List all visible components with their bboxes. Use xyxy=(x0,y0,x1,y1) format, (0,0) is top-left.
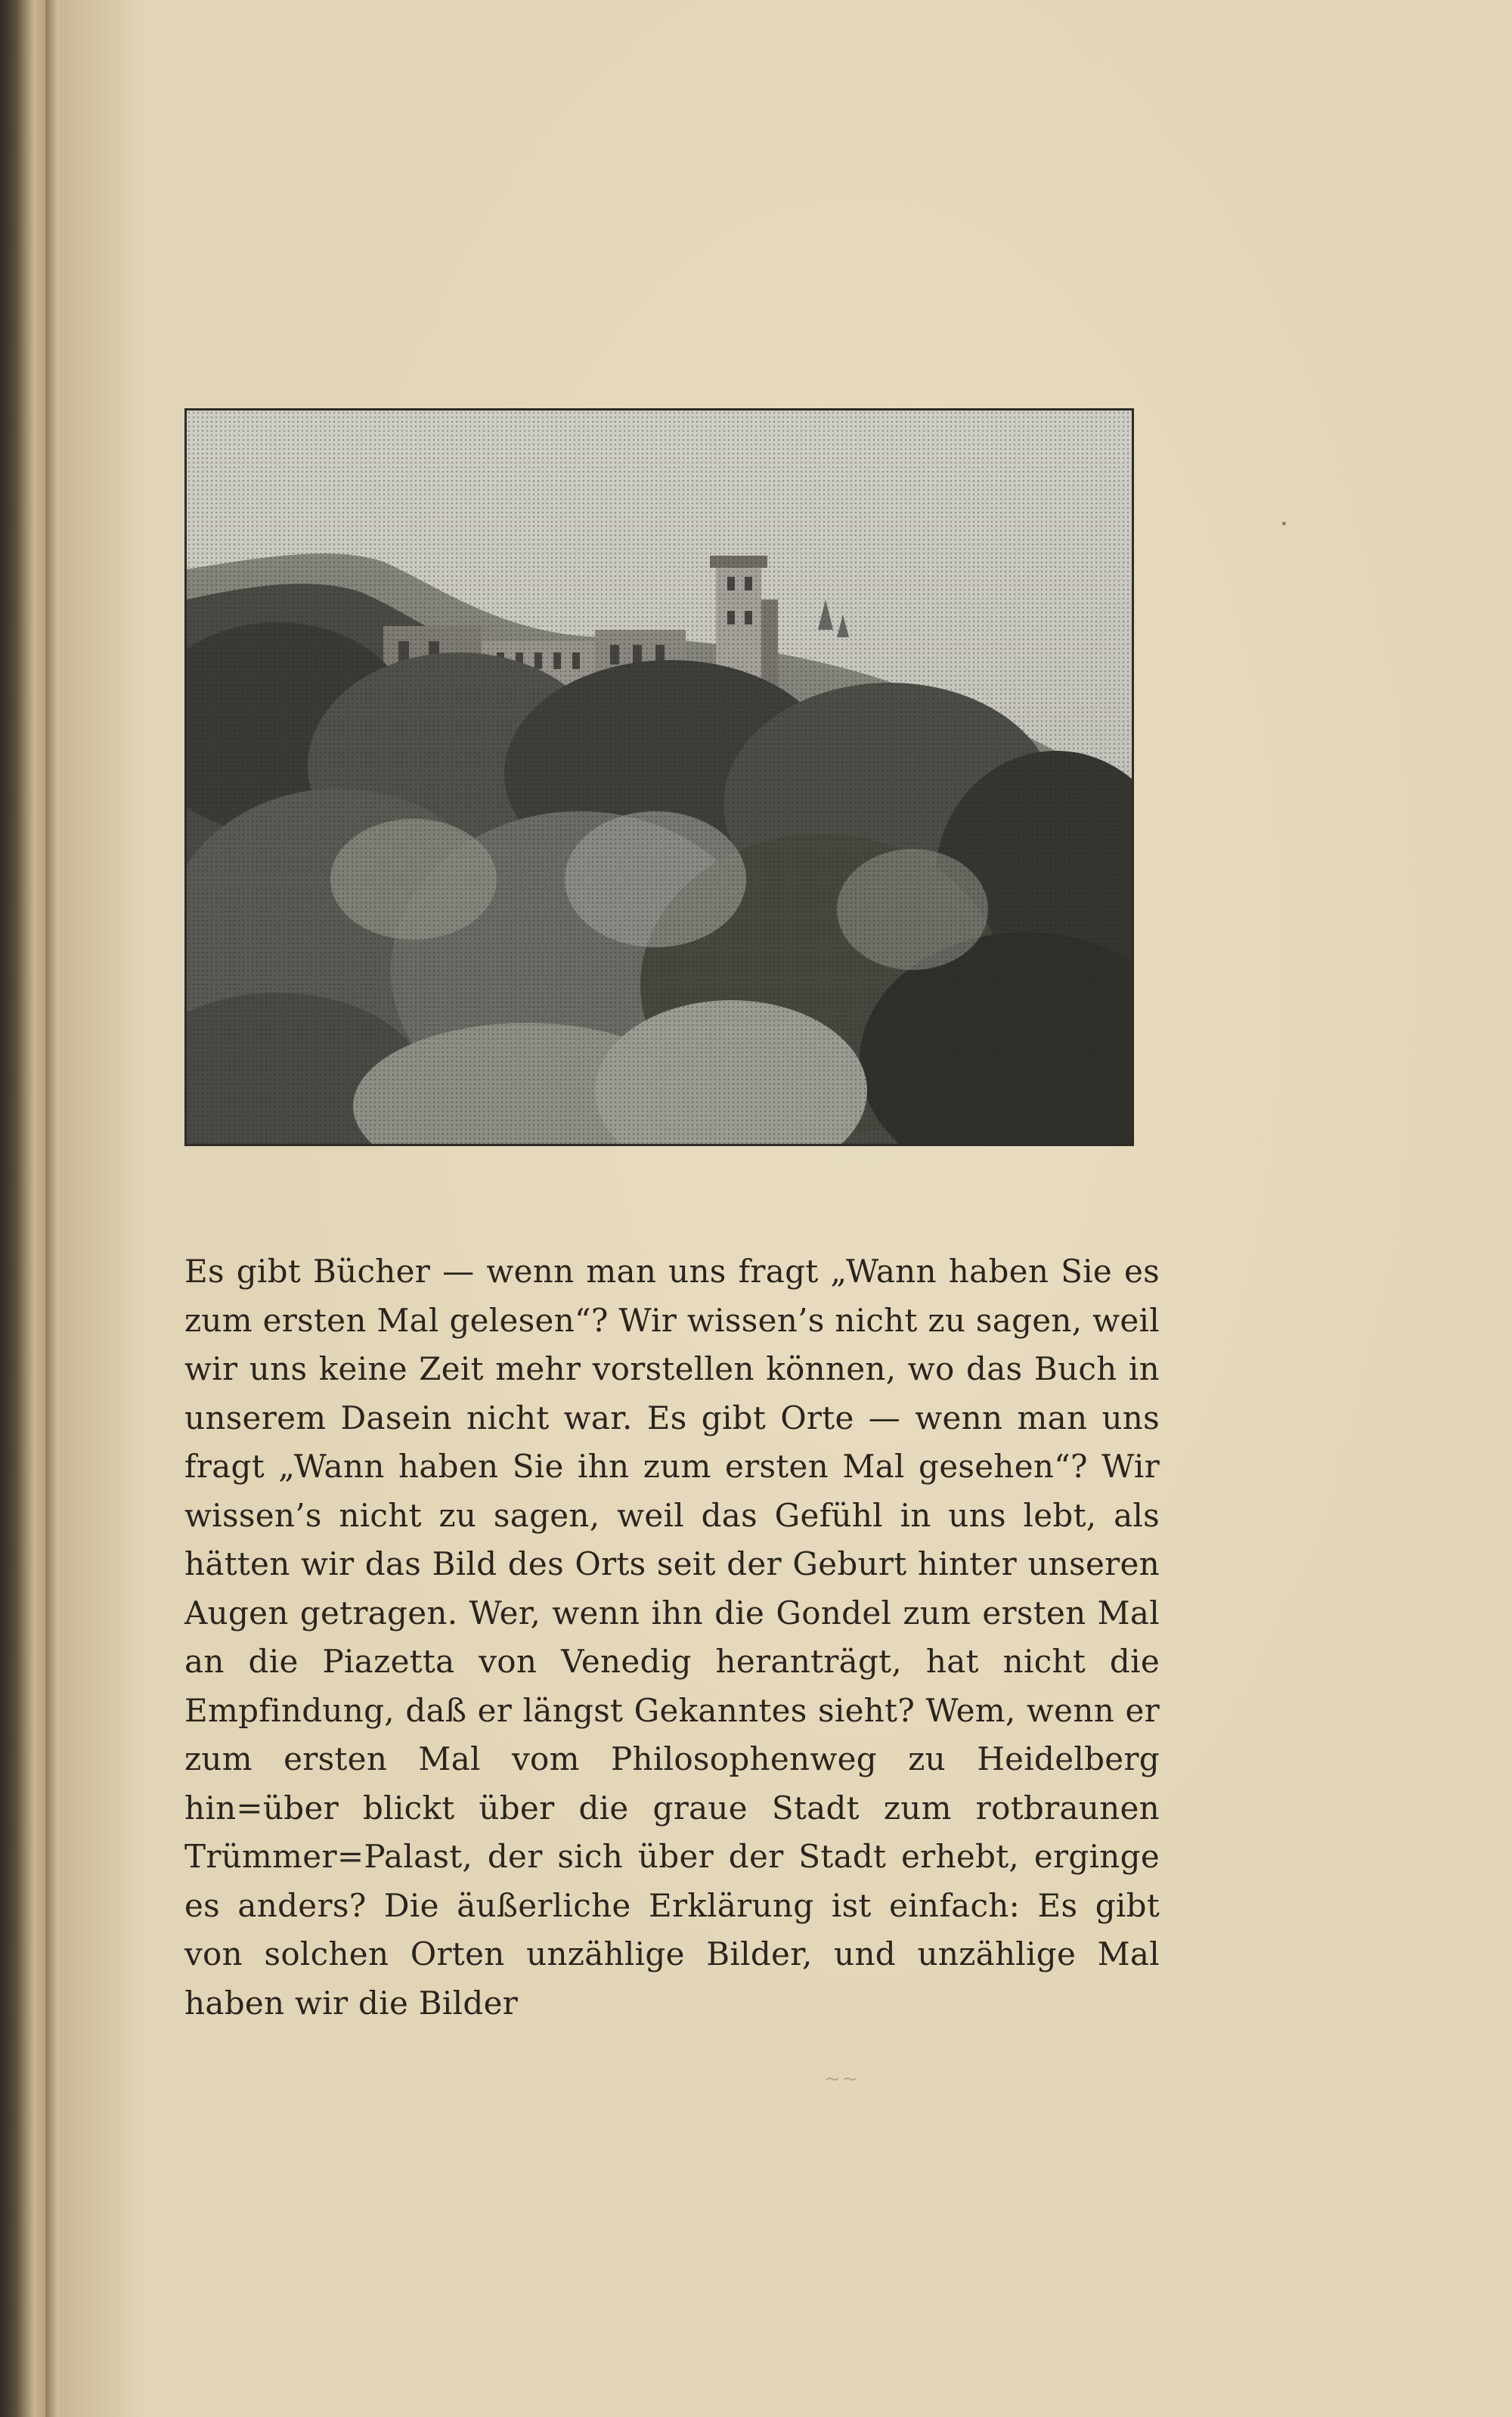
book-gutter xyxy=(45,0,59,2417)
paper-speck xyxy=(1282,522,1286,525)
page-ornament: ~~ xyxy=(824,2068,860,2090)
facing-page-edge xyxy=(0,0,45,2417)
book-page xyxy=(59,0,1512,2417)
halftone-texture xyxy=(187,411,1132,1144)
castle-photograph xyxy=(184,408,1134,1146)
body-paragraph: Es gibt Bücher — wenn man uns fragt „Wann haben Sie es zum ersten Mal gelesen“? Wir wissen’s nicht zu sagen, weil wir uns keine Zeit mehr vorstellen können, wo das Buch in unserem Dasein nicht war. Es gibt Orte — wenn man uns fragt „Wann haben Sie ihn zum ersten Mal gesehen“? Wir wissen’s nicht zu sagen, weil das Gefühl in uns lebt, als hätten wir das Bild des Orts seit der Geburt hinter unseren Augen getragen. Wer, wenn ihn die Gondel zum ersten Mal an die Piazetta von Venedig heranträgt, hat nicht die Empfindung, daß er längst Gekanntes sieht? Wem, wenn er zum ersten Mal vom Philosophenweg zu Heidelberg hin=über blickt über die graue Stadt zum rotbraunen Trümmer=Palast, der sich über der Stadt erhebt, erginge es anders? Die äußerliche Erklärung ist einfach: Es gibt von solchen Orten unzählige Bilder, und unzählige Mal haben wir die Bilder xyxy=(184,1253,1160,2022)
castle-photo-art xyxy=(187,411,1132,1144)
